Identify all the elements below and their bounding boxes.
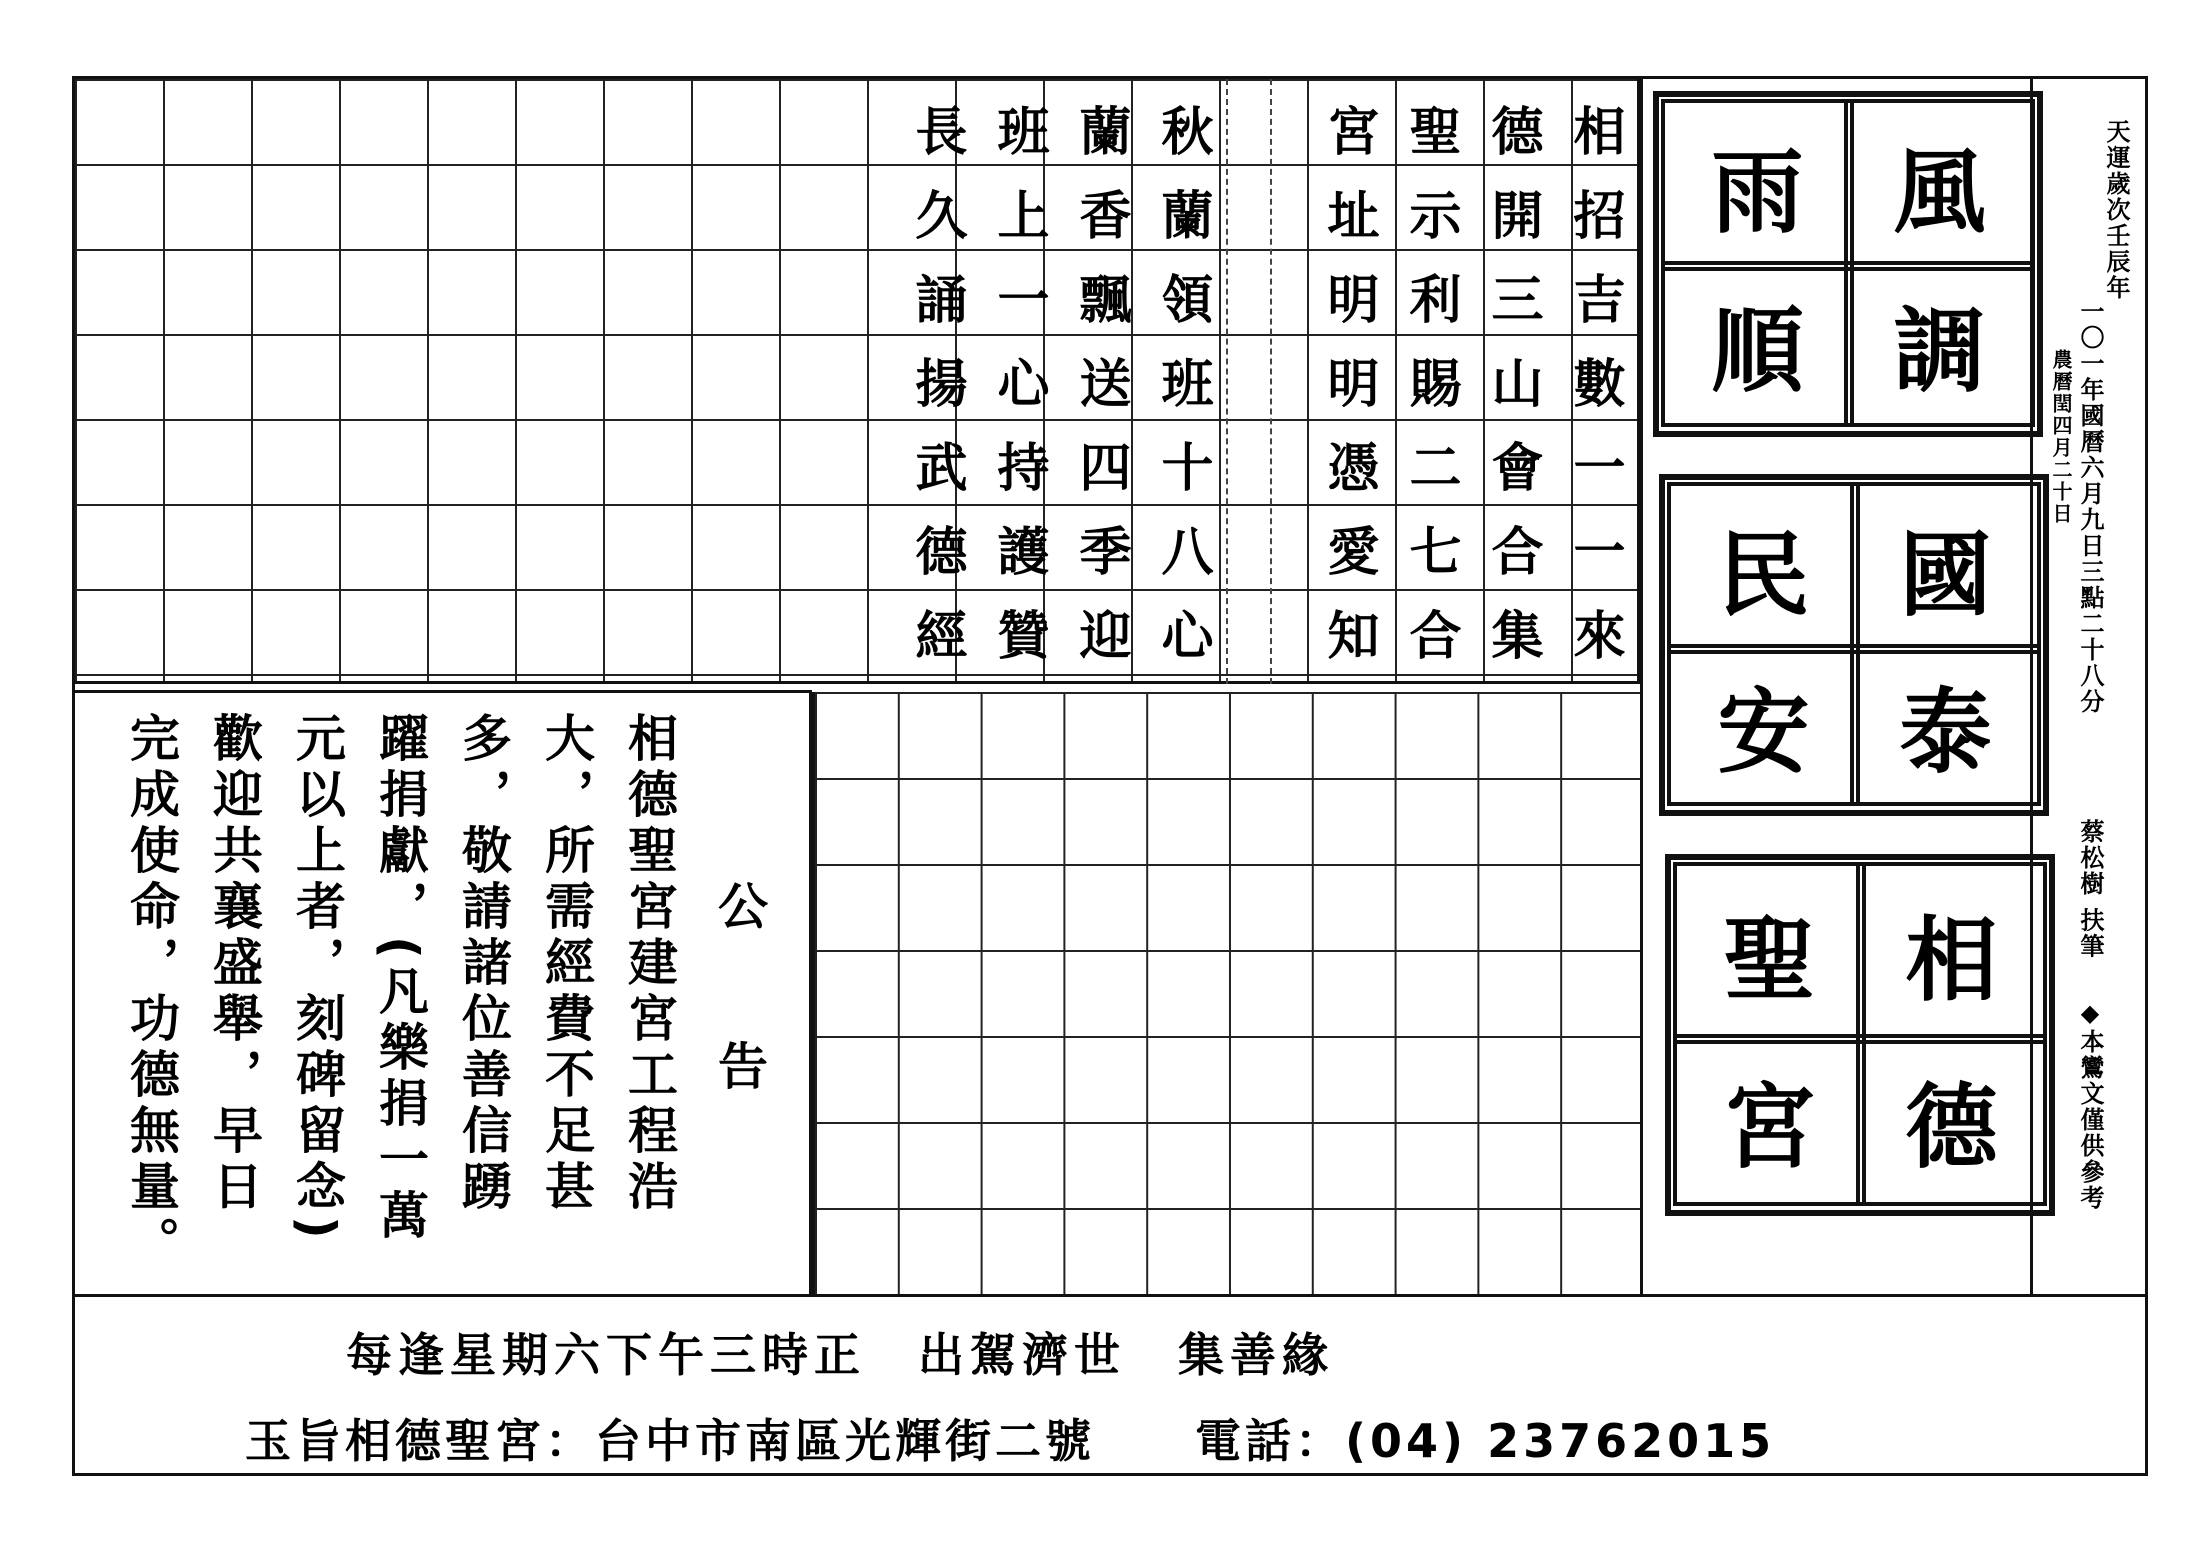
grid-paper-middle	[812, 692, 1640, 1294]
plaque-char: 宮	[1673, 1034, 1866, 1206]
notice-column-7: 完成使命，功德無量。	[122, 712, 180, 1272]
footer-address-phone: 玉旨相德聖宮：台中市南區光輝街二號 電話：(04) 23762015	[245, 1414, 1776, 1468]
dashed-guide	[1270, 79, 1272, 684]
plaque-char: 民	[1667, 482, 1860, 654]
poem-column-4: 宮址明明憑愛知	[1318, 104, 1378, 692]
plaque-char: 風	[1844, 99, 2035, 271]
plaque-feng-tiao-yu-shun	[1653, 91, 2043, 437]
notice-column-2: 大，所需經費不足甚	[537, 712, 595, 1216]
poem-column-7: 班上一心持護贊	[988, 104, 1048, 692]
poem-column-6: 蘭香飄送四季迎	[1070, 104, 1130, 692]
poem-column-8: 長久誦揚武德經	[906, 104, 966, 692]
footer	[75, 1294, 2145, 1473]
notice-column-3: 多，敬請諸位善信踴	[454, 712, 512, 1216]
date-gregorian: 一〇一年國曆六月九日三點二十八分	[2076, 299, 2104, 715]
notice-title-a: 公	[710, 880, 768, 936]
plaque-xiang-de-sheng-gong	[1665, 854, 2055, 1216]
plaque-char: 德	[1856, 1034, 2047, 1206]
poem-column-3: 聖示利賜二七合	[1400, 104, 1460, 692]
plaque-guo-tai-min-an	[1659, 474, 2049, 816]
plaque-char: 泰	[1850, 644, 2041, 806]
date-lunar-year: 天運歲次壬辰年	[2102, 119, 2130, 301]
notice-column-4: 躍捐獻，(凡樂捐一萬	[371, 712, 429, 1245]
date-lunar-month: 農曆閏四月二十日	[2049, 349, 2073, 525]
notice-column-5: 元以上者，刻碑留念)	[288, 712, 346, 1245]
poem-column-5: 秋蘭領班十八心	[1152, 104, 1212, 692]
plaque-char: 雨	[1661, 99, 1854, 271]
plaque-char: 順	[1661, 261, 1854, 427]
reference-note: ◆本鸞文僅供參考	[2076, 999, 2104, 1211]
notice-column-1: 相德聖宮建宮工程浩	[620, 712, 678, 1216]
plaque-char: 相	[1856, 862, 2047, 1044]
poem-column-2: 德開三山會合集	[1482, 104, 1542, 692]
plaque-char: 調	[1844, 261, 2035, 427]
notice-column-6: 歡迎共襄盛舉，早日	[205, 712, 263, 1216]
plaque-char: 安	[1667, 644, 1860, 806]
plaque-char: 聖	[1673, 862, 1866, 1044]
footer-schedule: 每逢星期六下午三時正 出駕濟世 集善緣	[346, 1328, 1334, 1382]
poem-column-1: 相招吉數一一來	[1564, 104, 1624, 692]
notice-frame	[75, 690, 812, 1294]
notice-title-b: 告	[710, 1040, 768, 1096]
scribe-note: 蔡松樹 扶筆	[2076, 819, 2104, 960]
date-strip	[2030, 79, 2145, 1294]
plaque-panel	[1640, 79, 2030, 1294]
dashed-guide	[1226, 79, 1228, 684]
plaque-char: 國	[1850, 482, 2041, 654]
